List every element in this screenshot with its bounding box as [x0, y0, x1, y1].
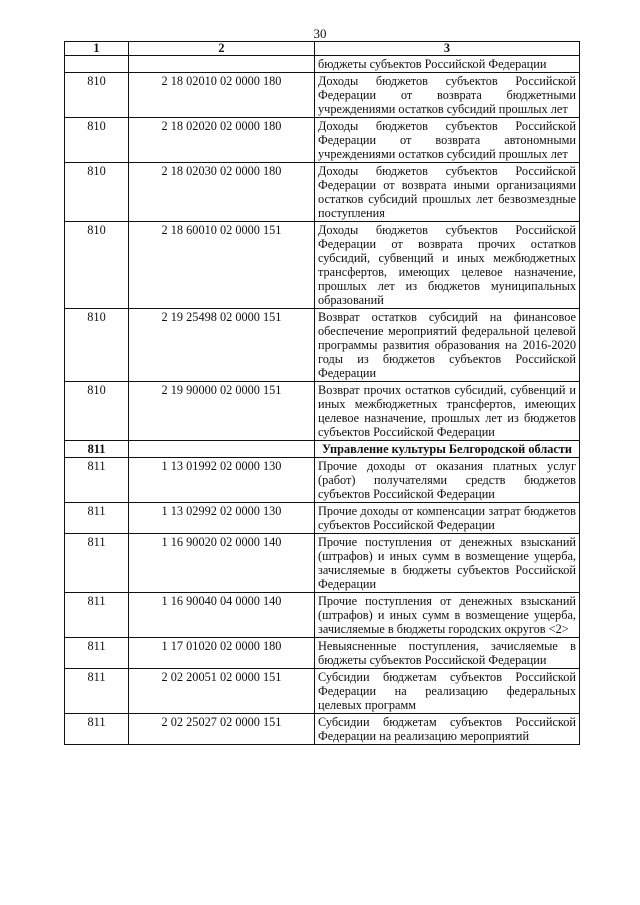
table-row [65, 382, 580, 441]
description-cell: бюджеты субъектов Российской Федерации [315, 56, 580, 73]
admin-code-cell: 811 [65, 441, 129, 458]
description-cell: Прочие доходы от компенсации затрат бюджетов субъектов Российской Федерации [315, 503, 580, 534]
admin-code-cell: 810 [65, 382, 129, 441]
table-row [65, 669, 580, 714]
budget-code-cell: 2 18 02030 02 0000 180 [129, 163, 315, 222]
description-cell: Прочие поступления от денежных взысканий (штрафов) и иных сумм в возмещение ущерба, зачисляемые в бюджеты городских округов <2> [315, 593, 580, 638]
table-row [65, 118, 580, 163]
table-row [65, 56, 580, 73]
table-row [65, 222, 580, 309]
description-cell: Доходы бюджетов субъектов Российской Федерации от возврата иными организациями остатков субсидий прошлых лет безвозмездные поступления [315, 163, 580, 222]
admin-code-cell: 811 [65, 503, 129, 534]
admin-code-cell: 810 [65, 118, 129, 163]
budget-code-cell: 2 19 90000 02 0000 151 [129, 382, 315, 441]
table-row [65, 638, 580, 669]
admin-code-cell: 811 [65, 593, 129, 638]
budget-code-cell: 2 18 02020 02 0000 180 [129, 118, 315, 163]
budget-code-cell: 2 18 60010 02 0000 151 [129, 222, 315, 309]
admin-code-cell: 811 [65, 714, 129, 745]
description-cell: Возврат прочих остатков субсидий, субвенций и иных межбюджетных трансфертов, имеющих целевое назначение, прошлых лет из бюджетов субъектов Российской Федерации [315, 382, 580, 441]
column-header-1: 1 [65, 42, 129, 56]
budget-code-cell [129, 56, 315, 73]
table-row [65, 73, 580, 118]
revenue-classification-table [64, 41, 580, 745]
description-cell: Управление культуры Белгородской области [315, 441, 580, 458]
budget-code-cell: 1 16 90040 04 0000 140 [129, 593, 315, 638]
admin-code-cell: 810 [65, 309, 129, 382]
admin-code-cell: 811 [65, 534, 129, 593]
budget-code-cell: 1 17 01020 02 0000 180 [129, 638, 315, 669]
page-number: 30 [313, 26, 327, 41]
admin-code-cell: 811 [65, 638, 129, 669]
budget-code-cell: 1 13 02992 02 0000 130 [129, 503, 315, 534]
description-cell: Невыясненные поступления, зачисляемые в бюджеты субъектов Российской Федерации [315, 638, 580, 669]
column-header-3: 3 [315, 42, 580, 56]
budget-code-cell: 1 13 01992 02 0000 130 [129, 458, 315, 503]
table-section-heading-row [65, 441, 580, 458]
table-row [65, 714, 580, 745]
admin-code-cell: 811 [65, 458, 129, 503]
description-cell: Возврат остатков субсидий на финансовое обеспечение мероприятий федеральной целевой программы развития образования на 2016-2020 годы из бюджетов субъектов Российской Федерации [315, 309, 580, 382]
table-row [65, 163, 580, 222]
table-row [65, 309, 580, 382]
budget-code-cell: 2 02 25027 02 0000 151 [129, 714, 315, 745]
table-row [65, 458, 580, 503]
admin-code-cell: 810 [65, 73, 129, 118]
table-row [65, 593, 580, 638]
budget-code-cell: 2 19 25498 02 0000 151 [129, 309, 315, 382]
budget-code-cell: 2 02 20051 02 0000 151 [129, 669, 315, 714]
description-cell: Доходы бюджетов субъектов Российской Федерации от возврата автономными учреждениями остатков субсидий прошлых лет [315, 118, 580, 163]
budget-code-cell: 1 16 90020 02 0000 140 [129, 534, 315, 593]
description-cell: Субсидии бюджетам субъектов Российской Федерации на реализацию мероприятий [315, 714, 580, 745]
admin-code-cell [65, 56, 129, 73]
budget-code-cell: 2 18 02010 02 0000 180 [129, 73, 315, 118]
table-body [65, 56, 580, 745]
description-cell: Прочие поступления от денежных взысканий (штрафов) и иных сумм в возмещение ущерба, зачисляемые в бюджеты субъектов Российской Федерации [315, 534, 580, 593]
description-cell: Доходы бюджетов субъектов Российской Федерации от возврата бюджетными учреждениями остатков субсидий прошлых лет [315, 73, 580, 118]
table-header-row [65, 42, 580, 56]
admin-code-cell: 811 [65, 669, 129, 714]
table-row [65, 503, 580, 534]
budget-code-cell [129, 441, 315, 458]
description-cell: Субсидии бюджетам субъектов Российской Федерации на реализацию федеральных целевых программ [315, 669, 580, 714]
description-cell: Доходы бюджетов субъектов Российской Федерации от возврата прочих остатков субсидий, субвенций и иных межбюджетных трансфертов, имеющих целевое назначение, прошлых лет из бюджетов муниципальных образований [315, 222, 580, 309]
admin-code-cell: 810 [65, 163, 129, 222]
admin-code-cell: 810 [65, 222, 129, 309]
column-header-2: 2 [129, 42, 315, 56]
description-cell: Прочие доходы от оказания платных услуг (работ) получателями средств бюджетов субъектов Российской Федерации [315, 458, 580, 503]
table-row [65, 534, 580, 593]
